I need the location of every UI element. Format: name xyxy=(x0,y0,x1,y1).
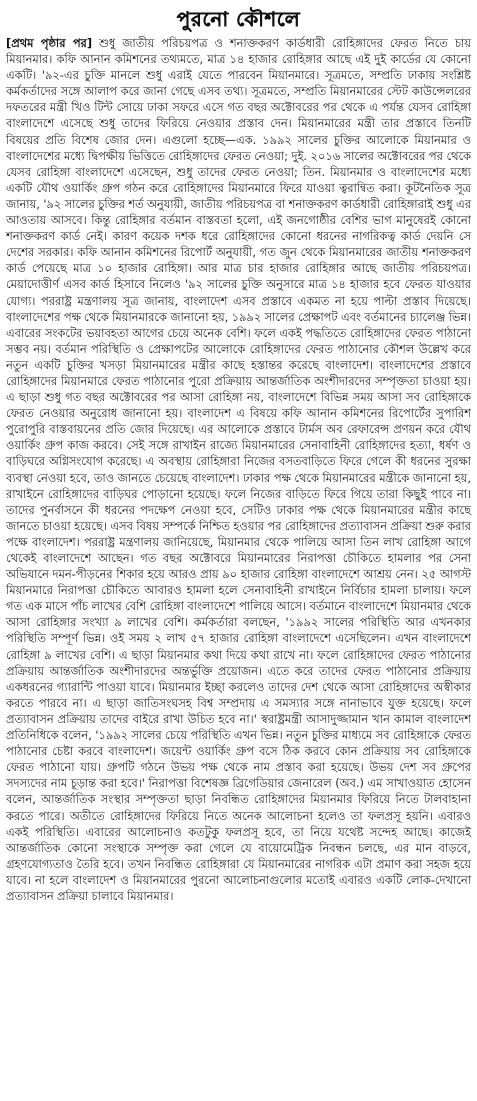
continuation-lead: [প্রথম পৃষ্ঠার পর] xyxy=(6,36,93,50)
article-headline: পুরনো কৌশলে xyxy=(176,7,301,31)
article-body xyxy=(6,35,471,904)
article-body-text: শুধু জাতীয় পরিচয়পত্র ও শনাক্তকরণ কার্ডধারী রোহিঙ্গাদের ফেরত নিতে চায় মিয়ানমার। কফি আনান কমিশনের তথ্যমতে, মাত্র ১৪ হাজার রোহিঙ্গার আছে এই দুই কার্ডের যে কোনো একটি। '৯২-এর চুক্তি মানলে শুধু এরাই যেতে পারবেন মিয়ানমারে। সূত্রমতে, সম্প্রতি ঢাকায় সংশ্লিষ্ট কর্মকর্তাদের সঙ্গে আলাপ করে জানা গেছে এসব তথ্য। সূত্রমতে, সম্প্রতি মিয়ানমারের স্টেট কাউন্সেলরের দফতরের মন্ত্রী খিও টিন্ট সোয়ে ঢাকা সফরে এসে গত বছর অক্টোবরের পর থেকে এ পর্যন্ত যেসব রোহিঙ্গা বাংলাদেশে এসেছে শুধু তাদের ফিরিয়ে নেওয়ার প্রস্তাব দেন। মিয়ানমারের মন্ত্রী তার প্রস্তাবে তিনটি বিষয়ের প্রতি বিশেষ জোর দেন। এগুলো হচ্ছে—এক. ১৯৯২ সালের চুক্তির আলোকে মিয়ানমার ও বাংলাদেশের মধ্যে দ্বিপক্ষীয় ভিত্তিতে রোহিঙ্গাদের ফেরত নেওয়া; দুই. ২০১৬ সালের অক্টোবরের পর থেকে যেসব রোহিঙ্গা বাংলাদেশে এসেছেন, শুধু তাদের ফেরত নেওয়া; তিন. মিয়ানমার ও বাংলাদেশের মধ্যে একটি যৌথ ওয়ার্কিং গ্রুপ গঠন করে রোহিঙ্গাদের মিয়ানমারে ফিরে যাওয়া ত্বরান্বিত করা। কূটনৈতিক সূত্র জানায়, '৯২ সালের চুক্তির শর্ত অনুযায়ী, জাতীয় পরিচয়পত্র বা শনাক্তকরণ কার্ডধারী রোহিঙ্গারাই শুধু এর আওতায় আসবে। কিন্তু রোহিঙ্গার বর্তমান বাস্তবতা হলো, এই জনগোষ্ঠীর বেশির ভাগ মানুষেরই কোনো শনাক্তকরণ কার্ড নেই। কারণ কয়েক দশক ধরে রোহিঙ্গাদের কোনো ধরনের নাগরিকত্ব কার্ড দেয়নি সে দেশের সরকার। কফি আনান কমিশনের রিপোর্ট অনুযায়ী, গত জুন থেকে মিয়ানমারের জাতীয় শনাক্তকরণ কার্ড পেয়েছে মাত্র ১০ হাজার রোহিঙ্গা। আর মাত্র চার হাজার রোহিঙ্গার আছে জাতীয় পরিচয়পত্র। মেয়াদোত্তীর্ণ এসব কার্ড হিসাবে নিলেও '৯২ সালের চুক্তি অনুসারে মাত্র ১৪ হাজার হবে ফেরত যাওয়ার যোগ্য। পররাষ্ট্র মন্ত্রণালয় সূত্র জানায়, বাংলাদেশ এসব প্রস্তাবে একমত না হয়ে পাল্টা প্রস্তাব দিয়েছে। বাংলাদেশের পক্ষ থেকে মিয়ানমারকে জানানো হয়, ১৯৯২ সালের প্রেক্ষাপট এবং বর্তমানের চ্যালেঞ্জ ভিন্ন। এবারের সংকটের ভয়াবহতা আগের চেয়ে অনেক বেশি। ফলে একই পদ্ধতিতে রোহিঙ্গাদের ফেরত পাঠানো সম্ভব নয়। বর্তমান পরিস্থিতি ও প্রেক্ষাপটের আলোকে রোহিঙ্গাদের ফেরত পাঠানোর কৌশল উল্লেখ করে নতুন একটি চুক্তির খসড়া মিয়ানমারের মন্ত্রীর কাছে হস্তান্তর করেছে বাংলাদেশ। বাংলাদেশের প্রস্তাবে রোহিঙ্গাদের মিয়ানমারে ফেরত পাঠানোর পুরো প্রক্রিয়ায় আন্তর্জাতিক অংশীদারদের সম্পৃক্ততা চাওয়া হয়। এ ছাড়া শুধু গত বছর অক্টোবরের পর আসা রোহিঙ্গা নয়, বাংলাদেশে বিভিন্ন সময় আসা সব রোহিঙ্গাকে ফেরত নেওয়ার অনুরোধ জানানো হয়। বাংলাদেশ এ বিষয়ে কফি আনান কমিশনের রিপোর্টের সুপারিশ পুরোপুরি বাস্তবায়নের প্রতি জোর দিয়েছে। এর আলোকে প্রস্তাবে টার্মস অব রেফারেন্স প্রণয়ন করে যৌথ ওয়ার্কিং গ্রুপ কাজ করবে। সেই সঙ্গে রাখাইন রাজ্যে মিয়ানমারের সেনাবাহিনী রোহিঙ্গাদের হত্যা, ধর্ষণ ও বাড়িঘরে অগ্নিসংযোগ করেছে। এ অবস্থায় রোহিঙ্গারা নিজের বসতবাড়িতে ফিরে গেলে কী ধরনের সুরক্ষা ব্যবস্থা নেওয়া হবে, তাও জানতে চেয়েছে বাংলাদেশ। ঢাকার পক্ষ থেকে মিয়ানমারের মন্ত্রীকে জানানো হয়, রাখাইনে রোহিঙ্গাদের বাড়িঘর পোড়ানো হয়েছে। ফলে নিজের বাড়িতে ফিরে গিয়ে তারা কিছুই পাবে না। তাদের পুনর্বাসনে কী ধরনের পদক্ষেপ নেওয়া হবে, সেটিও ঢাকার পক্ষ থেকে মিয়ানমারের মন্ত্রীর কাছে জানতে চাওয়া হয়েছে। এসব বিষয় সম্পর্কে নিশ্চিত হওয়ার পর রোহিঙ্গাদের প্রত্যাবাসন প্রক্রিয়া শুরু করার পক্ষে বাংলাদেশ। পররাষ্ট্র মন্ত্রণালয় জানিয়েছে, মিয়ানমার থেকে পালিয়ে আসা তিন লাখ রোহিঙ্গা আগে থেকেই বাংলাদেশে আছেন। গত বছর অক্টোবরে মিয়ানমারের নিরাপত্তা চৌকিতে হামলার পর সেনা অভিযানে দমন-পীড়নের শিকার হয়ে আরও প্রায় ৯০ হাজার রোহিঙ্গা বাংলাদেশে আশ্রয় নেন। ২৫ আগস্ট মিয়ানমারে নিরাপত্তা চৌকিতে আবারও হামলা হলে সেনাবাহিনী রাখাইনে নির্বিচার হামলা চালায়। ফলে গত এক মাসে পাঁচ লাখের বেশি রোহিঙ্গা বাংলাদেশে পালিয়ে আসে। বর্তমানে বাংলাদেশে মিয়ানমার থেকে আসা রোহিঙ্গার সংখ্যা ৯ লাখের বেশি। কর্মকর্তারা বলছেন, '১৯৯২ সালের পরিস্থিতি আর এখনকার পরিস্থিতি সম্পূর্ণ ভিন্ন। ওই সময় ২ লাখ ৫৭ হাজার রোহিঙ্গা বাংলাদেশে এসেছিলেন। এখন বাংলাদেশে রোহিঙ্গা ৯ লাখের বেশি। এ ছাড়া মিয়ানমার কথা দিয়ে কথা রাখে না। ফলে রোহিঙ্গাদের ফেরত পাঠানোর প্রক্রিয়ায় আন্তর্জাতিক অংশীদারদের অন্তর্ভুক্তি প্রয়োজন। এতে করে তাদের ফেরত পাঠানোর প্রক্রিয়ায় একধরনের গ্যারান্টি পাওয়া যাবে। মিয়ানমার ইচ্ছা করলেও তাদের দেশ থেকে আসা রোহিঙ্গাদের অস্বীকার করতে পারবে না। এ ছাড়া জাতিসংঘসহ বিশ্ব সম্প্রদায় এ সমস্যার সঙ্গে নানাভাবে যুক্ত হয়েছে। ফলে প্রত্যাবাসন প্রক্রিয়ায় তাদের বাইরে রাখা উচিত হবে না।' স্বরাষ্ট্রমন্ত্রী আসাদুজ্জামান খান কামাল বাংলাদেশ প্রতিনিধিকে বলেন, '১৯৯২ সালের চেয়ে পরিস্থিতি এখন ভিন্ন। নতুন চুক্তির মাধ্যমে সব রোহিঙ্গাকে ফেরত পাঠানোর চেষ্টা করবে বাংলাদেশ। জয়েন্ট ওয়ার্কিং গ্রুপ বসে ঠিক করবে কোন প্রক্রিয়ায় সব রোহিঙ্গাকে ফেরত পাঠানো যায়। গ্রুপটি গঠনে উভয় পক্ষ থেকে নাম প্রস্তাব করা হয়েছে। উভয় দেশ সব গ্রুপের সদস্যদের নাম চূড়ান্ত করা হবে।' নিরাপত্তা বিশেষজ্ঞ ব্রিগেডিয়ার জেনারেল (অব.) এম সাখাওয়াত হোসেন বলেন, আন্তর্জাতিক সংস্থার সম্পৃক্ততা ছাড়া নিবন্ধিত রোহিঙ্গাদের মিয়ানমার ফিরিয়ে নিতে টালবাহানা করতে পারে। অতীতে রোহিঙ্গাদের ফিরিয়ে নিতে অনেক আলোচনা হলেও তা ফলপ্রসূ হয়নি। এবারও একই পরিস্থিতি। এবারের আলোচনাও কতটুকু ফলপ্রসূ হবে, তা নিয়ে যথেষ্ট সন্দেহ আছে। কাজেই আন্তর্জাতিক কোনো সংস্থাকে সম্পৃক্ত করা গেলে যে বায়োমেট্রিক নিবন্ধন চলছে, এর মান বাড়বে, গ্রহণযোগ্যতাও তৈরি হবে। তখন নিবন্ধিত রোহিঙ্গারা যে মিয়ানমারের নাগরিক এটা প্রমাণ করা সহজ হয়ে যাবে। না হলে বাংলাদেশ ও মিয়ানমারের পুরনো আলোচনাগুলোর মতোই এবারও একটি লোক-দেখানো প্রত্যাবাসন প্রক্রিয়া চালাবে মিয়ানমার। xyxy=(6,36,471,903)
